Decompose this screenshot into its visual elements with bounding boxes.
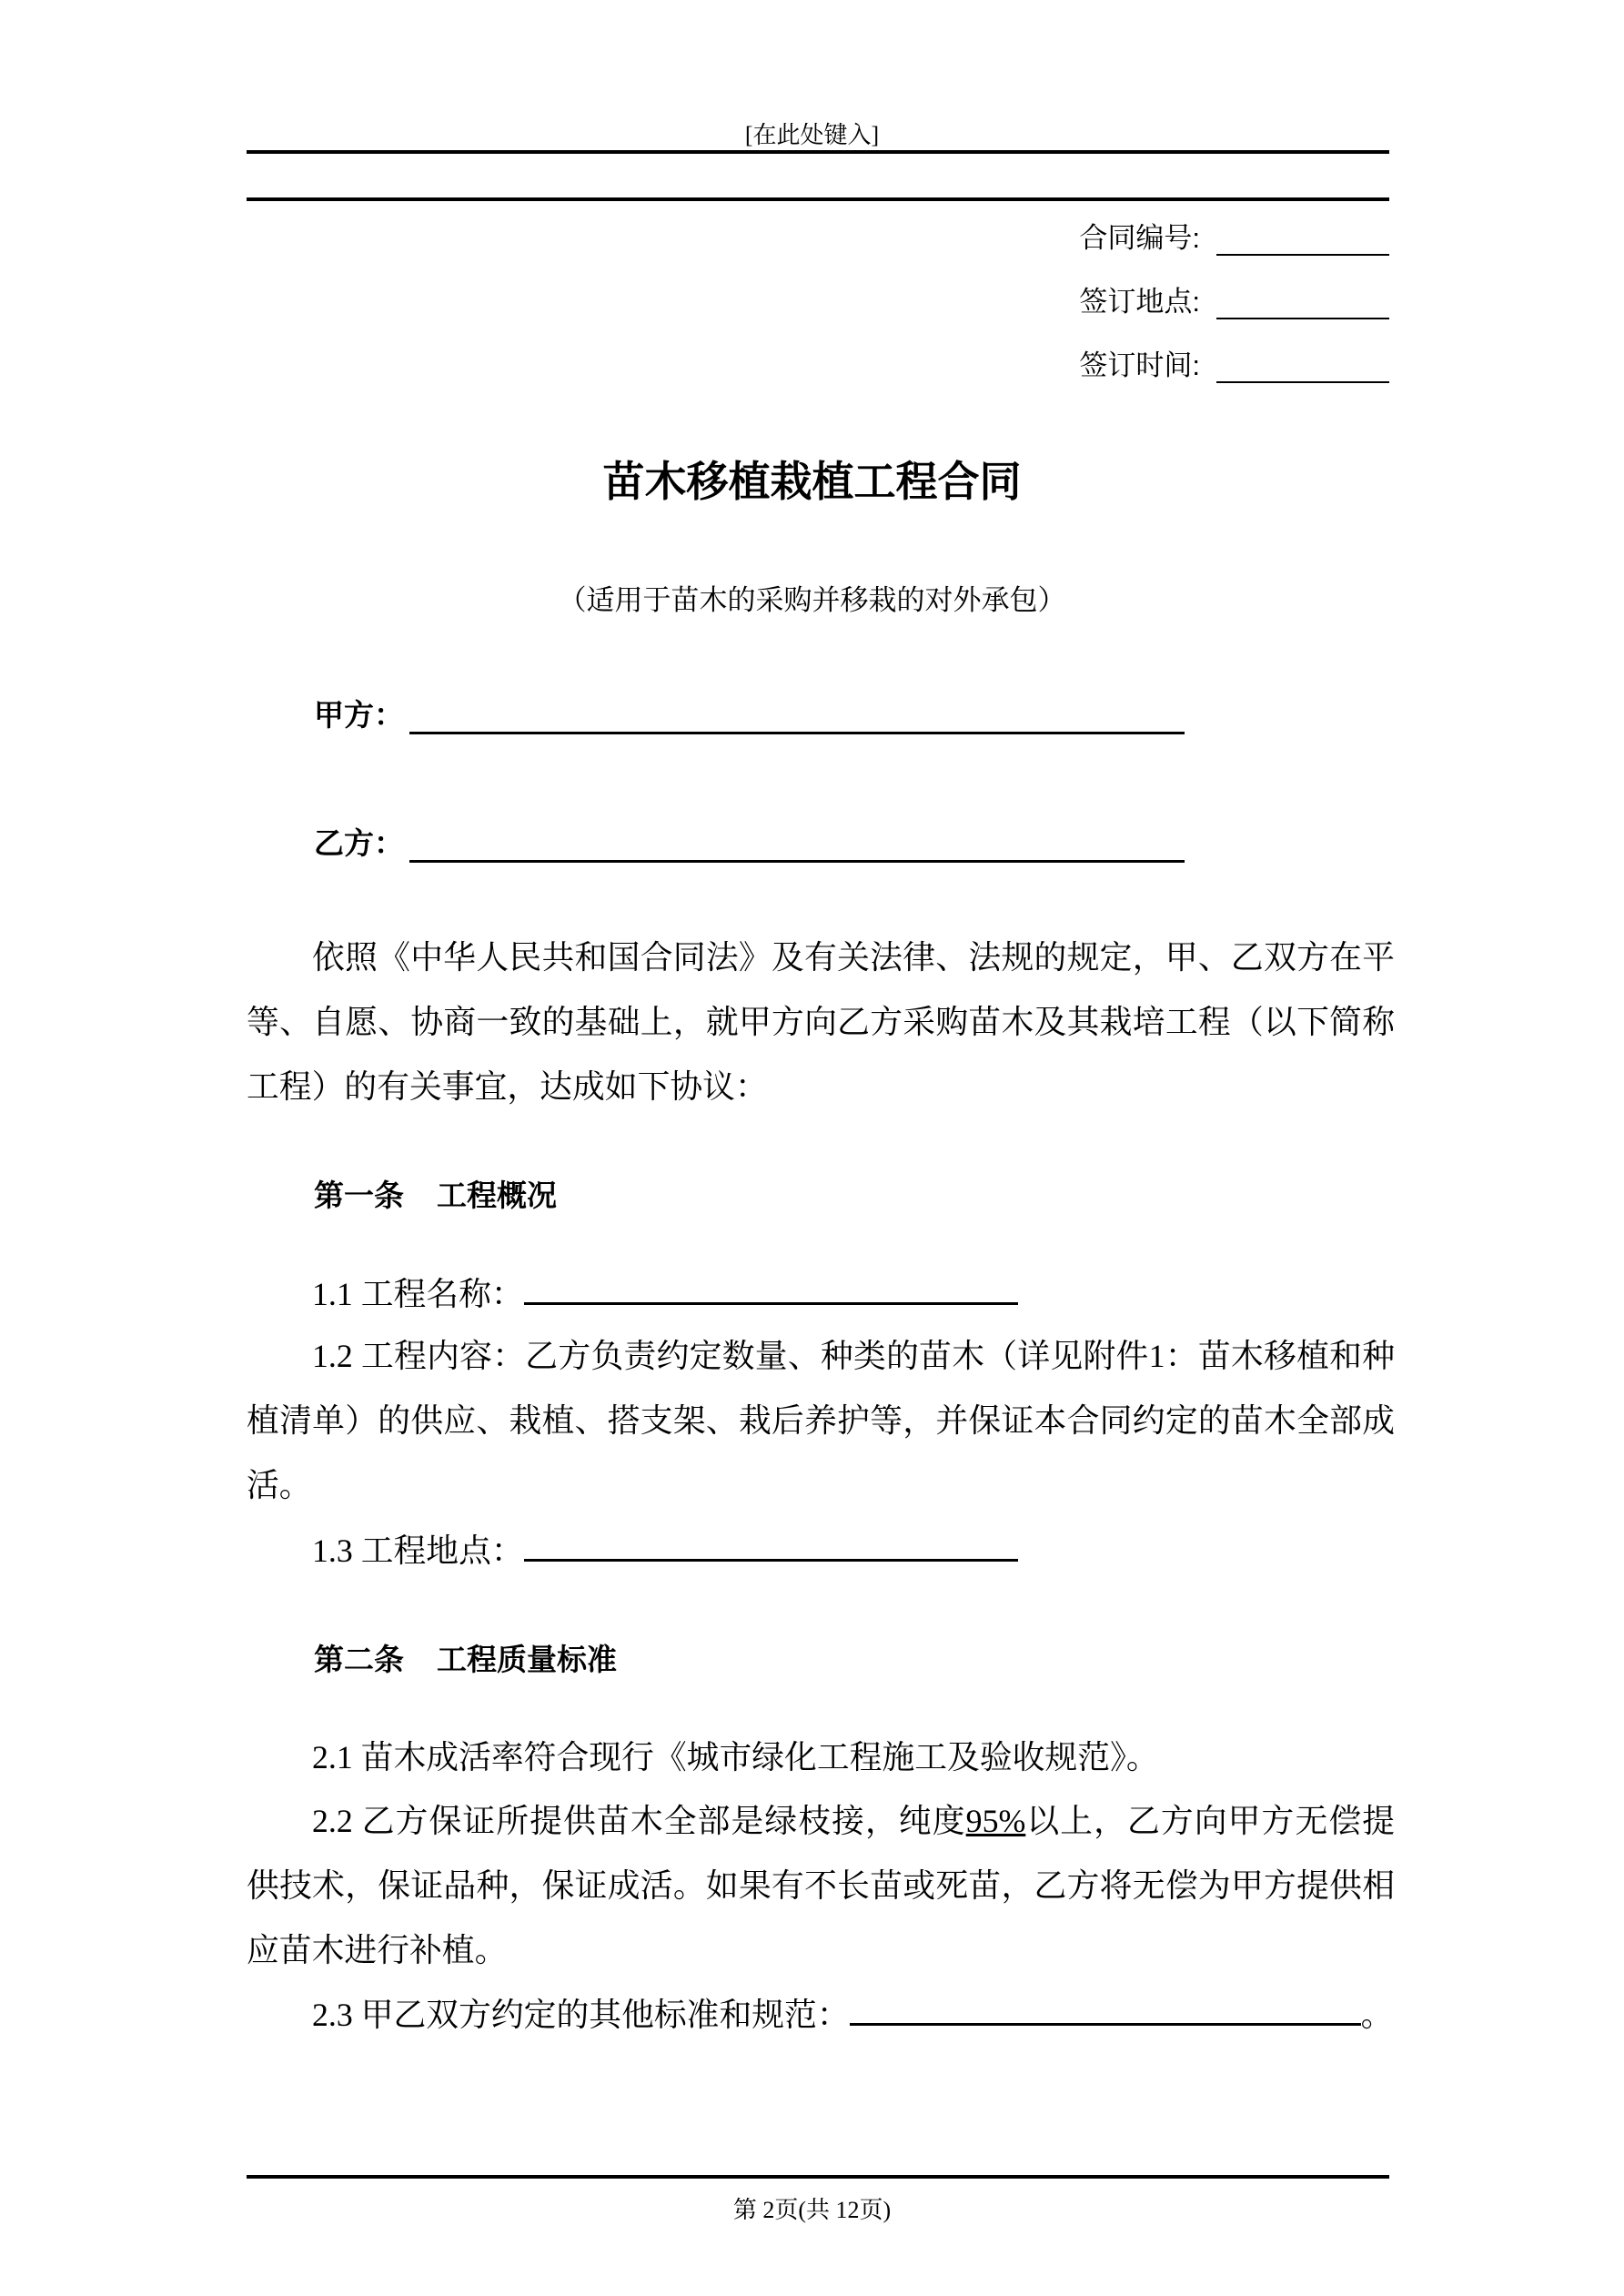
clause-2-2-text-end: 以上，乙方向甲方无偿提供技术，保证品种，保证成活。如果有不长苗或死苗，乙方将无偿为甲方提供相应苗木进行补植。 xyxy=(247,1803,1396,1968)
header-rule xyxy=(247,150,1389,154)
clause-2-3-end: 。 xyxy=(1360,1997,1394,2033)
document-subtitle: （适用于苗木的采购并移栽的对外承包） xyxy=(558,584,1066,616)
clause-2-1: 2.1 苗木成活率符合现行《城市绿化工程施工及验收规范》。 xyxy=(312,1739,1159,1775)
article-1-number: 第一条 xyxy=(314,1178,404,1212)
signing-place-label: 签订地点: xyxy=(1079,286,1200,318)
clause-2-2 xyxy=(247,1789,1395,1983)
signing-time-label: 签订时间: xyxy=(1079,349,1200,381)
page-number: 第 2页(共 12页) xyxy=(732,2197,892,2223)
clause-1-3-label: 1.3 工程地点： xyxy=(312,1532,524,1569)
party-a-blank[interactable] xyxy=(409,701,1185,734)
clause-2-3-label: 2.3 甲乙双方约定的其他标准和规范： xyxy=(312,1997,850,2033)
purity-percentage: 95% xyxy=(965,1803,1026,1839)
contract-number-blank[interactable] xyxy=(1216,227,1389,256)
intro-paragraph: 依照《中华人民共和国合同法》及有关法律、法规的规定，甲、乙双方在平等、自愿、协商一致的基础上，就甲方向乙方采购苗木及其栽培工程（以下简称工程）的有关事宜，达成如下协议： xyxy=(247,939,1395,1105)
clause-2-3 xyxy=(247,1983,1395,2048)
signing-time-field[interactable] xyxy=(1079,342,1389,383)
document-title: 苗木移植栽植工程合同 xyxy=(602,458,1022,505)
clause-2-2-text-start: 2.2 乙方保证所提供苗木全部是绿枝接，纯度 xyxy=(312,1803,966,1839)
signing-place-blank[interactable] xyxy=(1216,290,1389,319)
footer-rule xyxy=(247,2175,1389,2179)
party-b-label: 乙方： xyxy=(314,826,404,860)
article-2-number: 第二条 xyxy=(314,1643,404,1676)
article-1-title: 工程概况 xyxy=(437,1178,557,1212)
project-name-blank[interactable] xyxy=(524,1273,1018,1305)
party-a-label: 甲方： xyxy=(314,698,404,732)
party-b-blank[interactable] xyxy=(409,829,1185,863)
clause-1-1-label: 1.1 工程名称： xyxy=(312,1276,524,1312)
contract-number-field[interactable] xyxy=(1079,215,1389,256)
party-b-field[interactable] xyxy=(314,820,1185,863)
clause-1-3 xyxy=(247,1519,1395,1583)
party-a-field[interactable] xyxy=(314,692,1185,734)
clause-1-2: 1.2 工程内容：乙方负责约定数量、种类的苗木（详见附件1：苗木移植和种植清单）的供应、栽植、搭支架、栽后养护等，并保证本合同约定的苗木全部成活。 xyxy=(247,1338,1395,1503)
top-rule xyxy=(247,197,1389,201)
article-2-heading xyxy=(314,1636,617,1679)
article-1-heading xyxy=(314,1172,557,1215)
article-2-title: 工程质量标准 xyxy=(437,1643,617,1676)
other-standards-blank[interactable] xyxy=(850,1994,1361,2026)
signing-place-field[interactable] xyxy=(1079,278,1389,319)
project-location-blank[interactable] xyxy=(524,1530,1018,1562)
contract-number-label: 合同编号: xyxy=(1079,222,1200,254)
page-header-text[interactable]: [在此处键入] xyxy=(744,122,880,148)
signing-time-blank[interactable] xyxy=(1216,354,1389,383)
clause-1-1 xyxy=(247,1262,1395,1327)
